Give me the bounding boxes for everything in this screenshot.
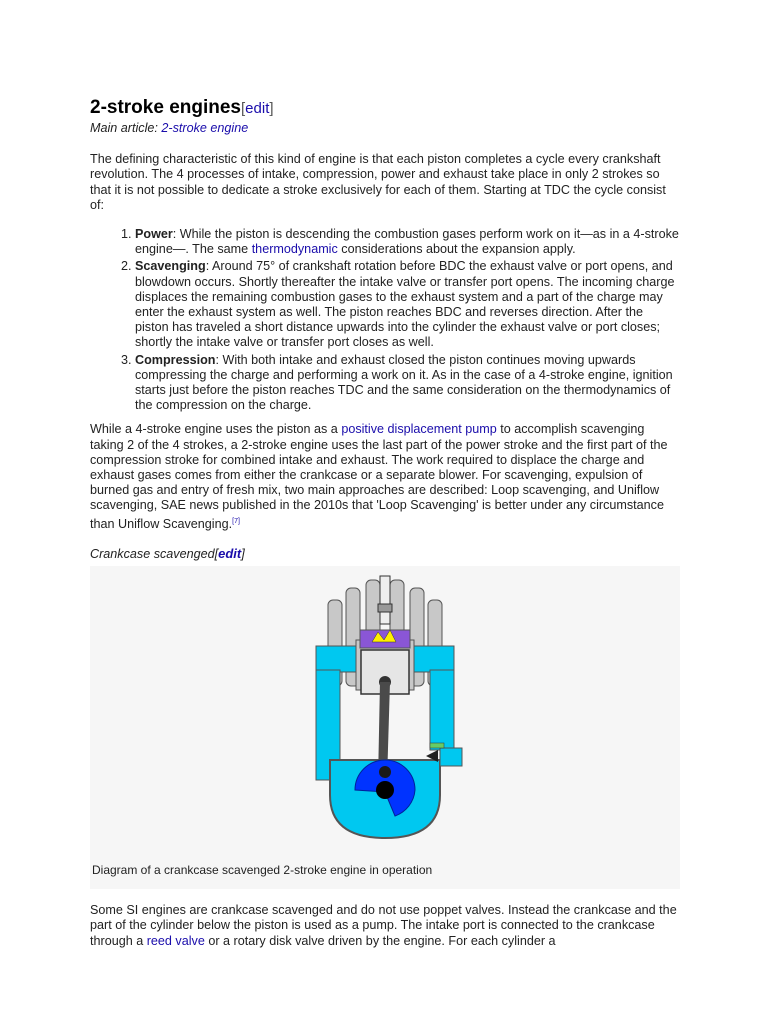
main-article-link[interactable]: 2-stroke engine xyxy=(161,121,249,135)
edit-link[interactable]: edit xyxy=(245,100,270,117)
edit-bracket-close: ] xyxy=(241,547,245,562)
reed-valve-link[interactable]: reed valve xyxy=(146,933,205,948)
section-heading xyxy=(90,96,680,121)
crankcase-paragraph xyxy=(90,903,680,949)
reference-link[interactable]: [7] xyxy=(232,517,240,525)
edit-bracket-open: [ xyxy=(241,100,246,117)
cycle-list xyxy=(90,227,680,413)
list-item-power xyxy=(135,227,680,257)
paragraph-text: or a rotary disk valve driven by the engine. For each cylinder a xyxy=(204,933,556,948)
list-text: : Around 75° of crankshaft rotation before BDC the exhaust valve or port opens, and blowdown occurs. Shortly thereafter the intake valve or transfer port opens. The incoming charge displaces the remaining combustion gases to the exhaust system and a part of the charge may enter the exhaust system as well. The piston reaches BDC and reverses direction. After the piston has traveled a short distance upwards into the cylinder the exhaust valve or port closes; shortly the intake valve or transfer port closes as well. xyxy=(135,259,675,350)
list-text: considerations about the expansion apply. xyxy=(337,242,576,257)
subsection-edit-link[interactable]: edit xyxy=(218,546,242,562)
section-title: 2-stroke engines xyxy=(90,97,241,118)
list-item-compression xyxy=(135,353,680,414)
hatnote xyxy=(90,121,680,136)
engine-figure xyxy=(90,566,680,889)
hatnote-prefix: Main article: xyxy=(90,121,162,135)
subsection-title: Crankcase scavenged xyxy=(90,547,215,562)
list-text: : While the piston is descending the combustion gases perform work on it—as in a 4-stroke engine—. The same xyxy=(135,227,679,257)
list-term: Compression xyxy=(135,352,216,367)
subsection-heading xyxy=(90,546,680,562)
edit-bracket-close: ] xyxy=(269,100,274,117)
list-item-scavenging xyxy=(135,259,680,350)
scavenging-paragraph xyxy=(90,422,680,532)
edit-bracket-open: [ xyxy=(214,547,219,562)
figure-caption: Diagram of a crankcase scavenged 2-stroke engine in operation xyxy=(92,863,433,878)
paragraph-text: to accomplish scavenging taking 2 of the 4 strokes, a 2-stroke engine uses the last part of the power stroke and the first part of the compression stroke for combined intake and exhaust. The work required to displace the charge and exhaust gases comes from either the crankcase or a separate blower. For scavenging, expulsion of burned gas and entry of fresh mix, two main approaches are described: Loop scavenging, and Uniflow scavenging, SAE news published in the 2010s that 'Loop Scavenging' is better under any circumstance than Uniflow Scavenging. xyxy=(90,422,668,531)
positive-displacement-pump-link[interactable]: positive displacement pump xyxy=(341,422,497,437)
intro-paragraph: The defining characteristic of this kind of engine is that each piston completes a cycle every crankshaft revolution. The 4 processes of intake, compression, power and exhaust take place in only 2 strokes so that it is not possible to dedicate a stroke exclusively for each of them. Starting at TDC the cycle consist of: xyxy=(90,152,666,212)
paragraph-text: Some SI engines are crankcase scavenged and do not use poppet valves. Instead the crankcase and the part of the cylinder below the piston is used as a pump. The intake port is connected to the crankcase through a xyxy=(90,903,677,948)
paragraph-text: While a 4-stroke engine uses the piston as a xyxy=(90,422,342,437)
list-text: : With both intake and exhaust closed the piston continues moving upwards compressing the charge and performing a work on it. As in the case of a 4-stroke engine, ignition starts just before the piston reaches TDC and the same consideration on the thermodynamics of the compression on the charge. xyxy=(135,352,673,413)
thermodynamic-link[interactable]: thermodynamic xyxy=(251,242,338,257)
engine-diagram-image xyxy=(306,570,464,844)
list-term: Scavenging xyxy=(135,259,206,274)
list-term: Power xyxy=(135,227,173,242)
article-content xyxy=(90,96,680,963)
